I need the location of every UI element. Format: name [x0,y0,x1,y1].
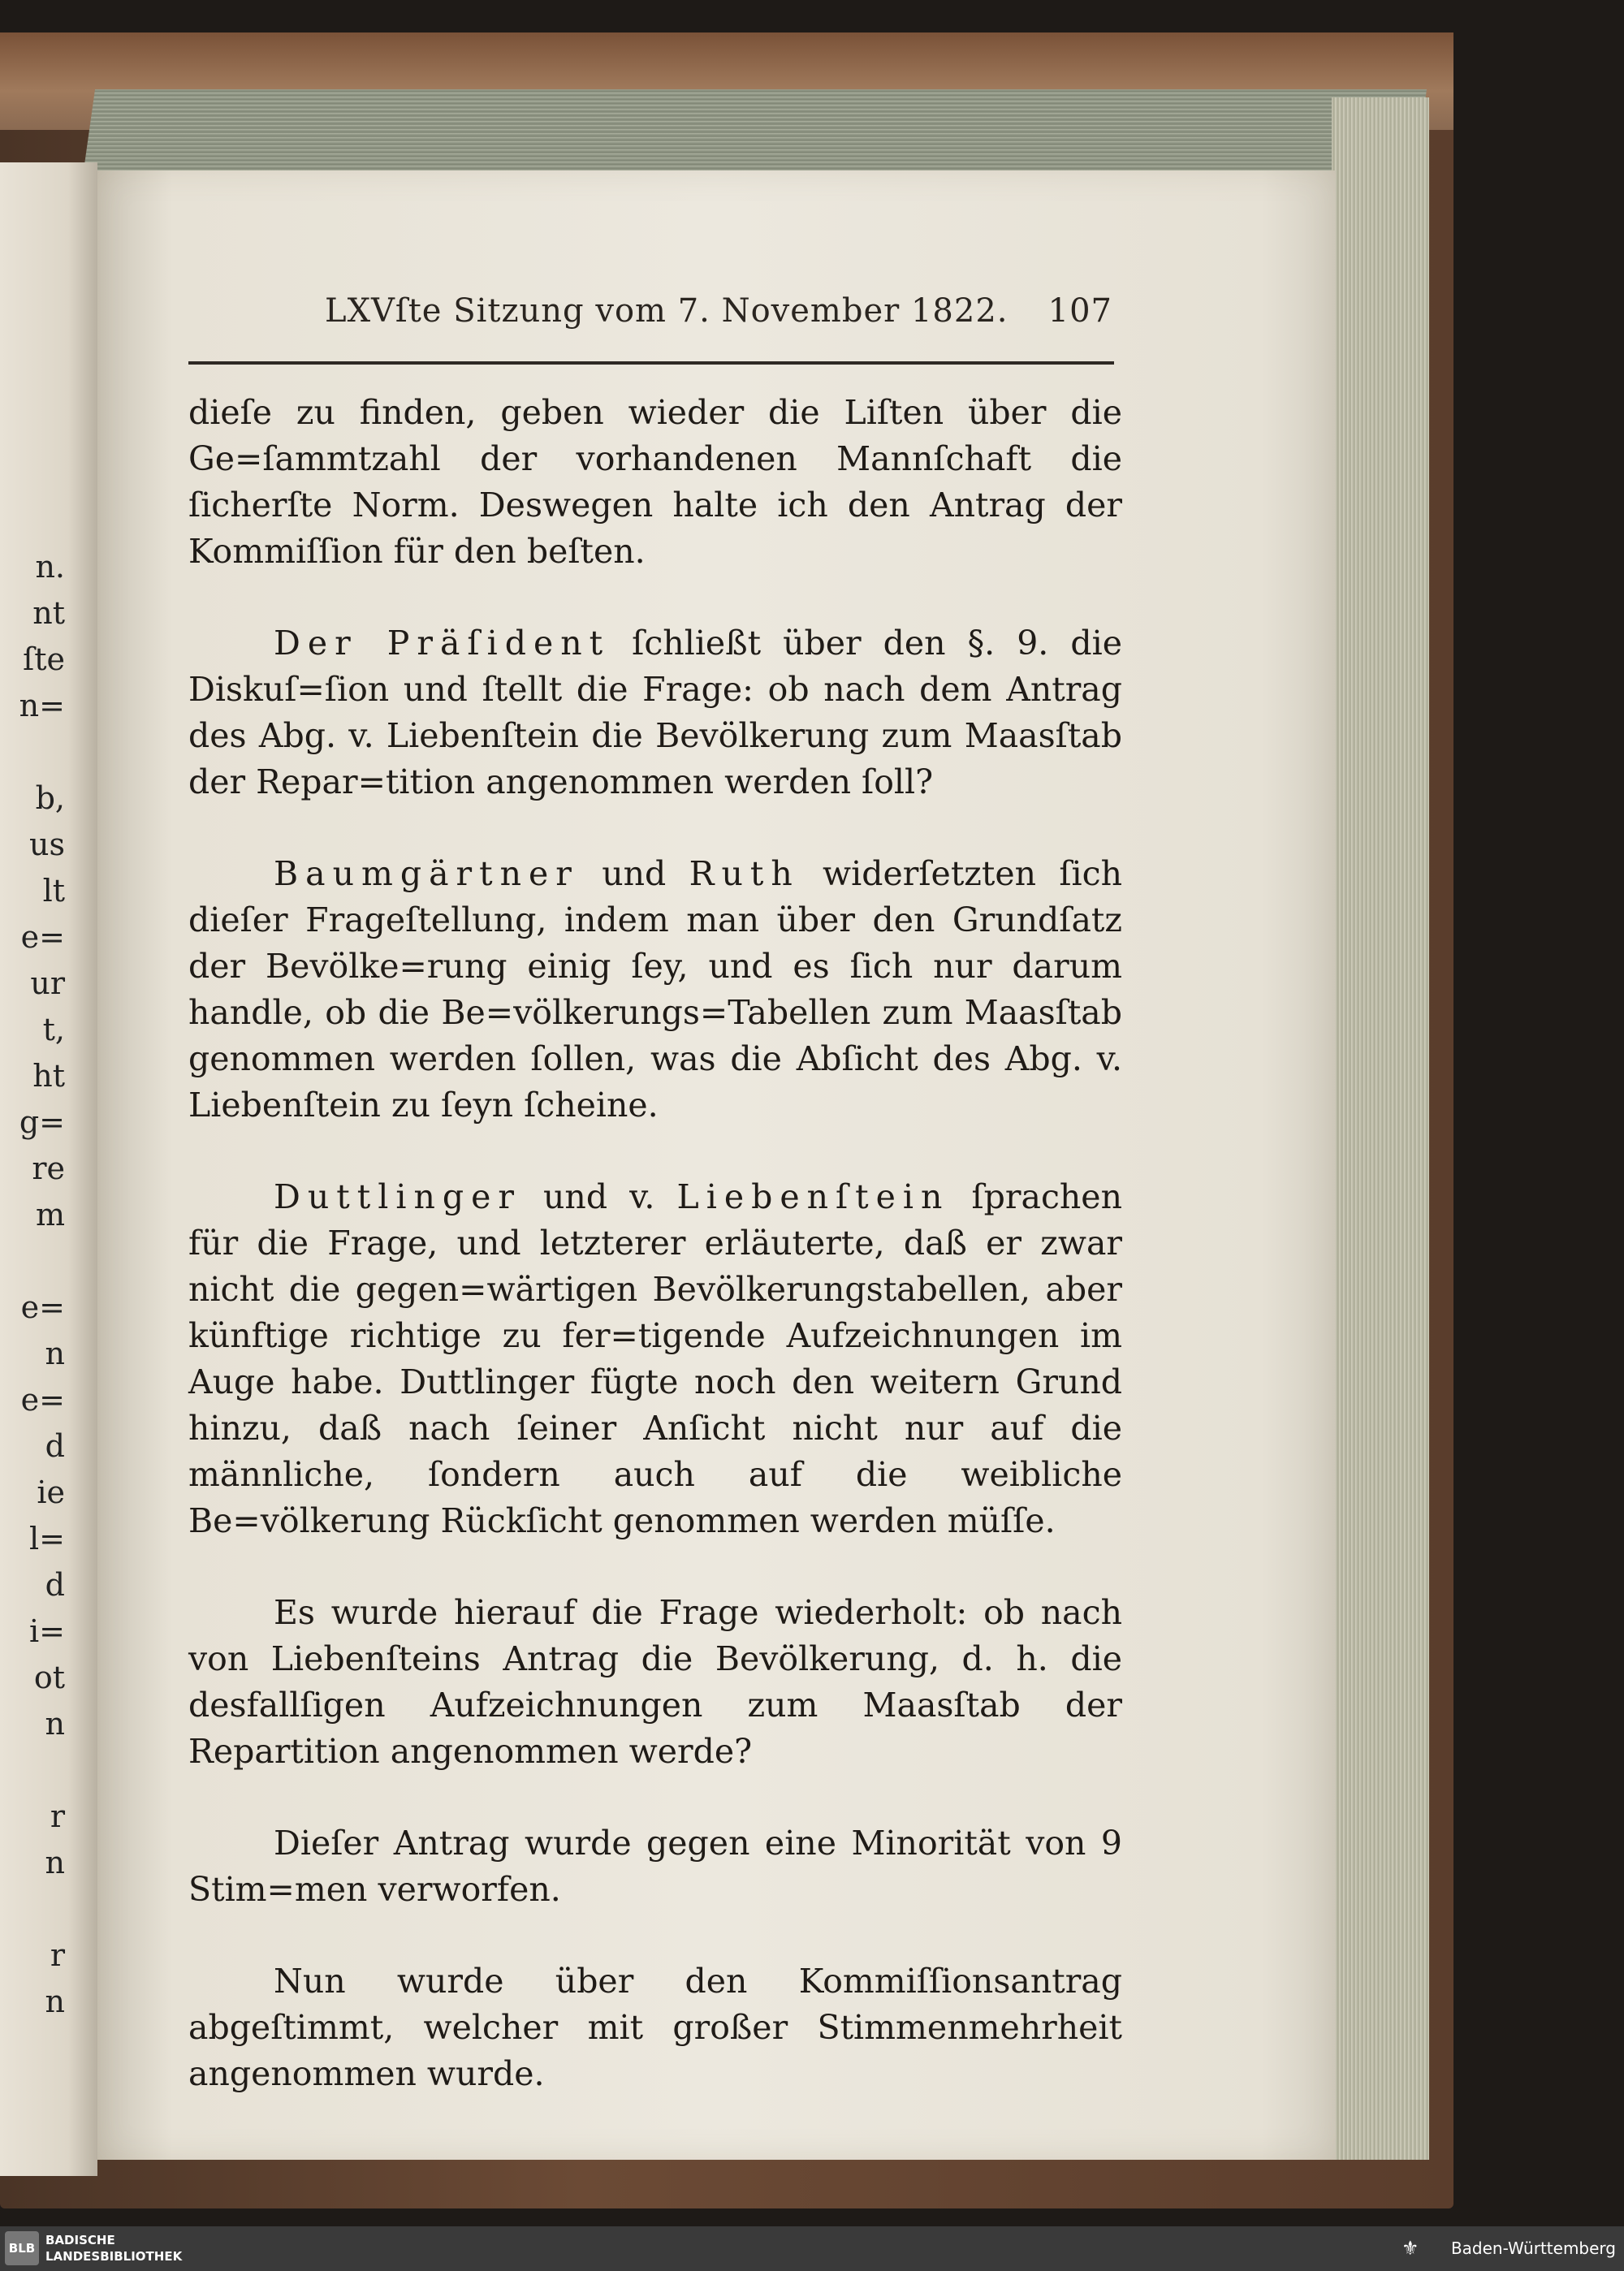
facing-line: n [45,1336,65,1371]
facing-line: ſte [23,641,65,677]
facing-line: ht [32,1058,65,1094]
facing-line: e= [20,919,65,955]
facing-line: re [32,1151,65,1186]
paragraph-text: Nun wurde über den Kommiſſionsantrag abgeſtimmt, welcher mit großer Stimmenmehrheit angenommen wurde. [188,1962,1122,2093]
blb-logo-icon[interactable]: BLB [5,2231,39,2265]
facing-line: e= [20,1382,65,1418]
paragraph-text: ſchließt über den §. 9. die Diskuſ=ſion und ſtellt die Frage: ob nach dem Antrag des Abg. v. Liebenſtein die Bevölkerung zum Maasſtab der Repar=tition angenommen werden ſoll? [188,624,1123,801]
page-number: 107 [1047,292,1112,330]
connector-text: und v. [520,1177,677,1216]
facing-line: n [45,1845,65,1880]
speaker-name: Baumgärtner [274,854,579,893]
paragraph [188,1174,1122,1544]
facing-page [0,162,97,2176]
page-block-fore-edge [1332,97,1429,2160]
facing-line: t, [42,1012,65,1047]
facing-line: d [45,1567,65,1603]
facing-line: i= [29,1613,65,1649]
facing-line: ot [33,1660,65,1695]
paragraph-text: ſprachen für die Frage, und letzterer erläuterte, daß er zwar nicht die gegen=wärtigen Bevölkerungstabellen, aber künftige richtige zu fer=tigende Aufzeichnungen im Auge habe. Duttlinger fügte noch den weitern Grund hinzu, daß nach ſeiner Anſicht nicht nur auf die männliche, ſondern auch auf die weibliche Be=völkerung Rückſicht genommen werden müſſe. [188,1177,1122,1540]
facing-line [0,729,65,775]
paragraph [188,1958,1122,2097]
paragraph [188,1590,1122,1775]
running-header [325,292,1112,341]
viewer-footer [0,2226,1624,2271]
facing-line: n. [35,549,65,585]
facing-line: lt [42,873,65,909]
facing-page-text [0,544,65,2025]
facing-line: n [45,1984,65,2019]
page-body [188,390,1122,2143]
facing-line: ie [37,1474,65,1510]
facing-line: e= [20,1289,65,1325]
header-title: LXVſte Sitzung vom 7. November 1822. [325,292,1009,330]
facing-line: d [45,1428,65,1464]
paragraph [188,390,1122,575]
baden-wuerttemberg-crest-icon: ⚜ [1402,2237,1419,2260]
paragraph-text: Dieſer Antrag wurde gegen eine Minorität von 9 Stim=men verworfen. [188,1824,1122,1909]
facing-line: b, [35,780,65,816]
facing-line [0,1886,65,1932]
state-name[interactable]: Baden-Württemberg [1450,2239,1616,2258]
facing-line [0,1747,65,1794]
library-name-line2: LANDESBIBLIOTHEK [45,2249,183,2264]
speaker-name: Ruth [689,854,800,893]
library-name-line1: BADISCHE [45,2233,115,2247]
paragraph [188,851,1122,1129]
facing-line: r [50,1937,65,1973]
paragraph [188,620,1122,805]
facing-line: n [45,1706,65,1742]
paragraph-text: widerſetzten ſich dieſer Frageſtellung, indem man über den Grundſatz der Bevölke=rung einig ſey, und es ſich nur darum handle, ob die Be=völkerungs=Tabellen zum Maasſtab genommen werden ſollen, was die Abſicht des Abg. v. Liebenſtein zu ſeyn ſcheine. [188,854,1123,1125]
paragraph [188,1820,1122,1913]
header-rule [188,361,1114,365]
page-block-top-edge [84,89,1427,171]
facing-line: m [35,1197,65,1233]
facing-line: us [29,827,65,862]
facing-line: g= [19,1104,65,1140]
facing-line: l= [29,1521,65,1556]
paragraph-text: dieſe zu finden, geben wieder die Liſten über die Ge=ſammtzahl der vorhandenen Mannſchaft die ſicherſte Norm. Deswegen halte ich den Antrag der Kommiſſion für den beſten. [188,393,1122,571]
speaker-name: Duttlinger [274,1177,521,1216]
paragraph-text: Es wurde hierauf die Frage wiederholt: ob nach von Liebenſteins Antrag die Bevölkerung, d. h. die desfallſigen Aufzeichnungen zum Maasſtab der Repartition angenommen werde? [188,1593,1122,1771]
speaker-name: Der Präſident [274,624,611,663]
facing-line: r [50,1798,65,1834]
speaker-name: Liebenſtein [676,1177,950,1216]
library-name[interactable] [45,2232,182,2265]
facing-line: nt [32,595,65,631]
facing-line [0,1238,65,1284]
connector-text: und [578,854,689,893]
facing-line: n= [19,688,65,723]
facing-line: ur [30,965,65,1001]
